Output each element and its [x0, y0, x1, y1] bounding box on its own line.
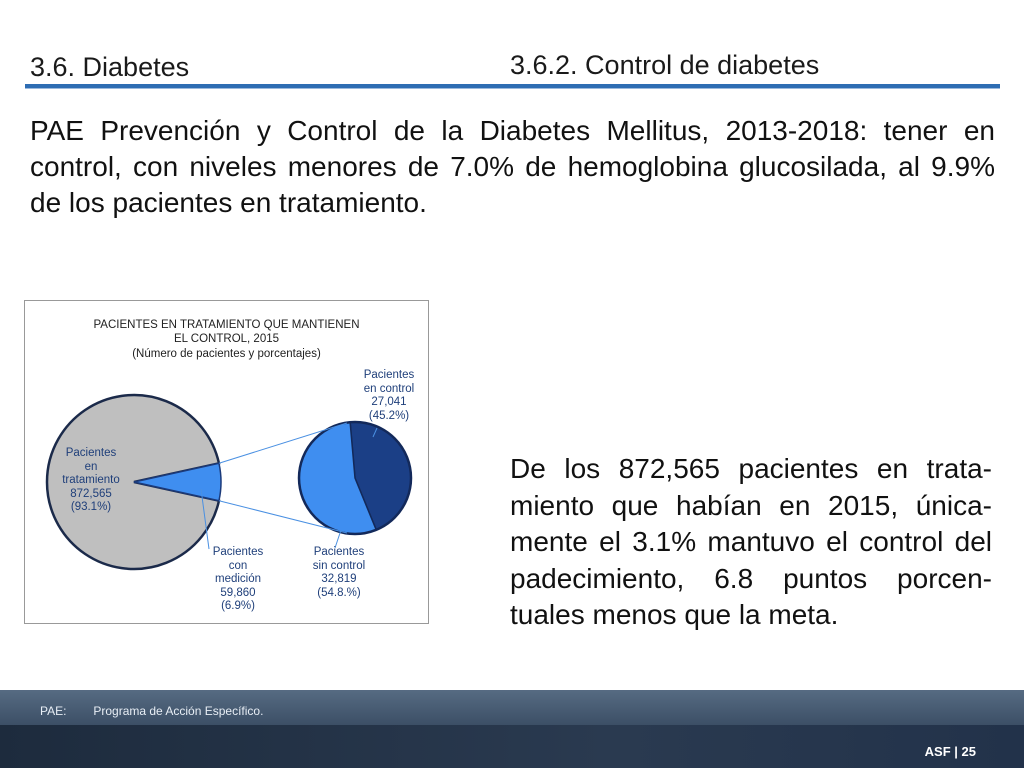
footnote-abbr: PAE: — [40, 704, 67, 718]
label-pacientes-con-medicion: Pacientes con medición 59,860 (6.9%) — [212, 546, 264, 612]
footer-bar — [0, 725, 1024, 768]
footnote — [40, 704, 263, 718]
page-number: ASF | 25 — [924, 744, 976, 759]
section-title: 3.6. Diabetes — [30, 52, 190, 82]
pie-chart — [24, 300, 429, 624]
chart-title-line2: EL CONTROL, 2015 — [173, 333, 280, 345]
chart-subtitle: (Número de pacientes y porcentajes) — [132, 348, 321, 360]
subsection-title: 3.6.2. Control de diabetes — [510, 50, 820, 80]
footnote-definition: Programa de Acción Específico. — [93, 704, 264, 718]
label-pacientes-en-control: Pacientes en control 27,041 (45.2%) — [363, 369, 415, 422]
label-pacientes-sin-control: Pacientes sin control 32,819 (54.8.%) — [312, 546, 366, 599]
intro-paragraph: PAE Prevención y Control de la Diabetes Mellitus, 2013-2018: tener en control, con niveles menores de 7.0% de hemoglobina glucosilada, al 9.9% de los pacientes en tratamiento. — [30, 115, 995, 218]
chart-title-line1: PACIENTES EN TRATAMIENTO QUE MANTIENEN — [93, 319, 360, 331]
header-divider — [25, 84, 1000, 89]
label-pacientes-en-tratamiento: Pacientes en tratamiento 872,565 (93.1%) — [62, 447, 120, 513]
summary-paragraph: De los 872,565 pacientes en trata-miento que habían en 2015, única-mente el 3.1% mantuvo el control del padecimiento, 6.8 puntos porcen-tuales menos que la meta. — [510, 453, 992, 630]
